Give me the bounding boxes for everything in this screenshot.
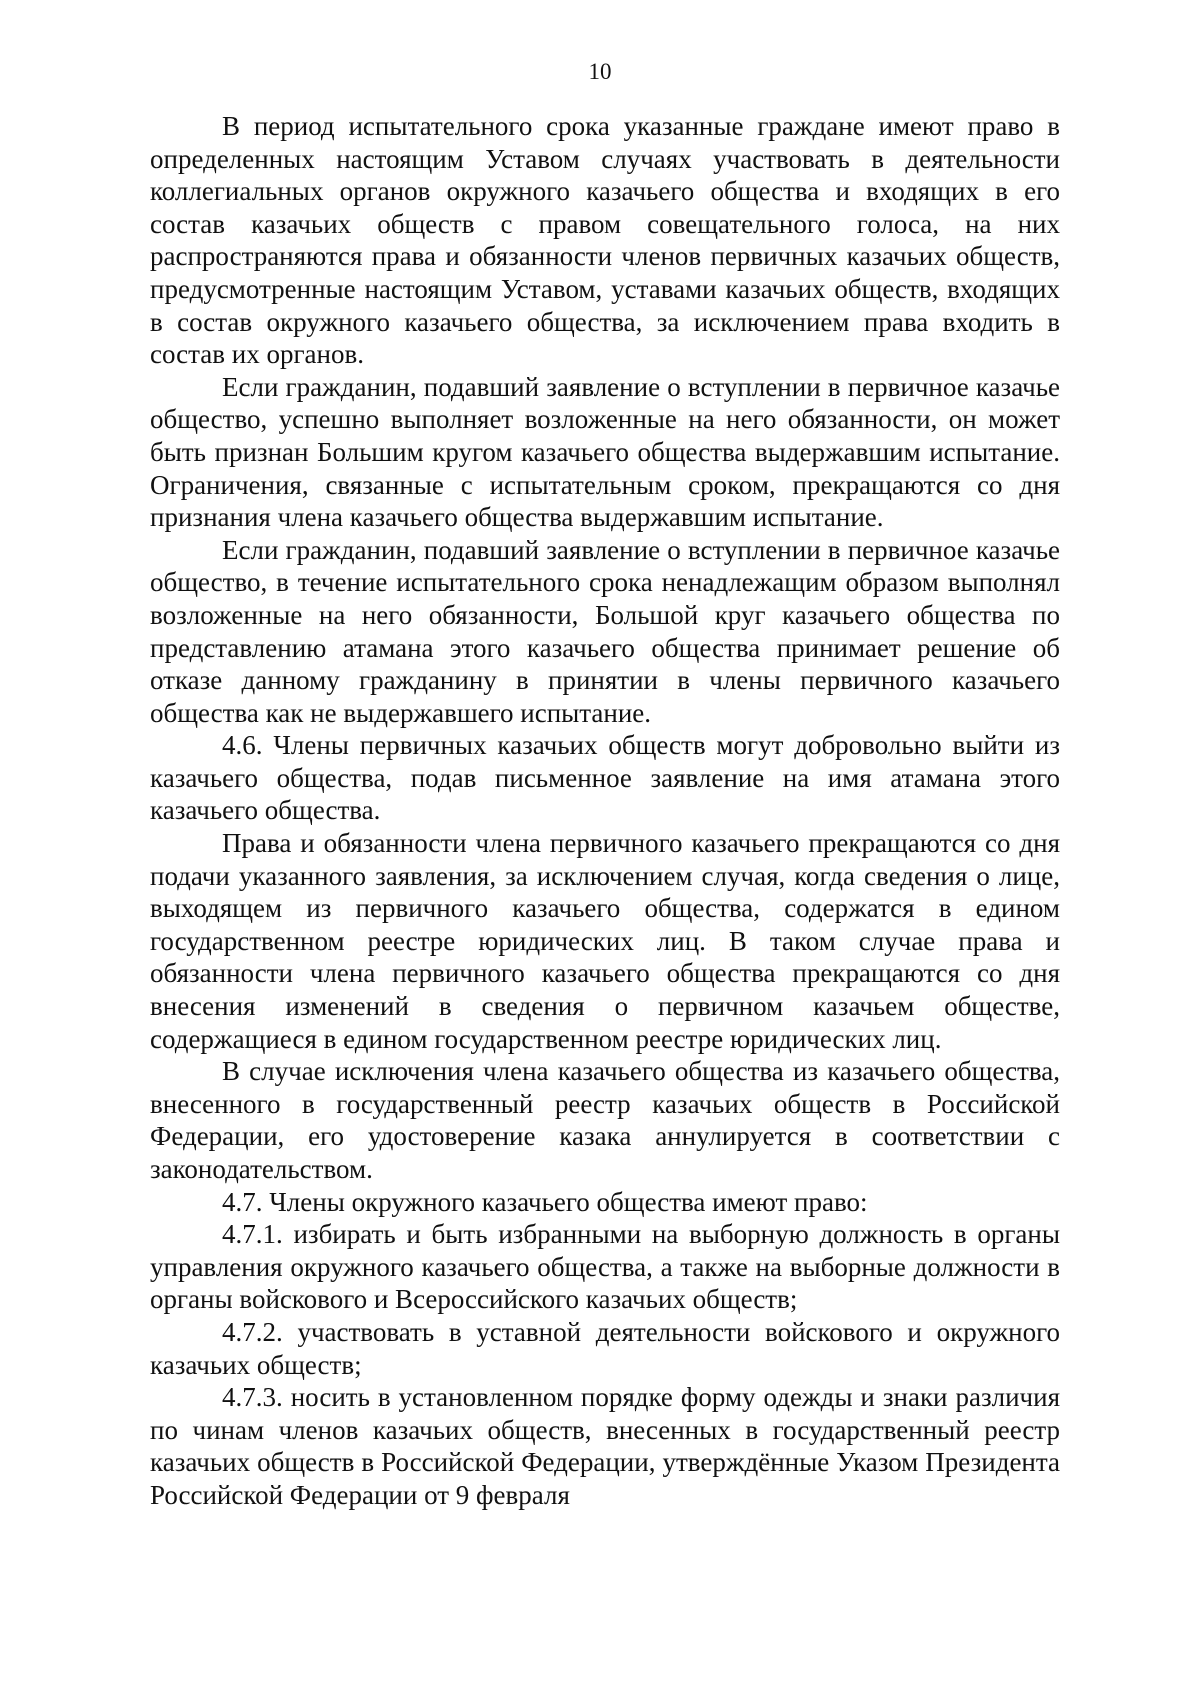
- paragraph-right-to-wear-uniform: 4.7.3. носить в установленном порядке форму одежды и знаки различия по чинам членов казачьих обществ, внесенных в государственный реестр казачьих обществ в Российской Федерации, утверждённые Указом Президента Российской Федерации от 9 февраля: [150, 1382, 1060, 1510]
- paragraph-probation-rights: В период испытательного срока указанные граждане имеют право в определенных настоящим Уставом случаях участвовать в деятельности коллегиальных органов окружного казачьего общества и входящих в его состав казачьих обществ с правом совещательного голоса, на них распространяются права и обязанности членов первичных казачьих обществ, предусмотренные настоящим Уставом, уставами казачьих обществ, входящих в состав окружного казачьего общества, за исключением права входить в состав их органов.: [150, 111, 1060, 370]
- document-body: [150, 110, 1060, 1512]
- paragraph-passed-probation: Если гражданин, подавший заявление о вступлении в первичное казачье общество, успешно выполняет возложенные на него обязанности, он может быть признан Большим кругом казачьего общества выдержавшим испытание. Ограничения, связанные с испытательным сроком, прекращаются со дня признания члена казачьего общества выдержавшим испытание.: [150, 371, 1060, 533]
- paragraph-members-rights-heading: 4.7. Члены окружного казачьего общества имеют право:: [222, 1186, 868, 1217]
- paragraph-termination-of-rights: Права и обязанности члена первичного казачьего прекращаются со дня подачи указанного заявления, за исключением случая, когда сведения о лице, выходящем из первичного казачьего общества, содержатся в едином государственном реестре юридических лиц. В таком случае права и обязанности члена первичного казачьего общества прекращаются со дня внесения изменений в сведения о первичном казачьем обществе, содержащиеся в едином государственном реестре юридических лиц.: [150, 828, 1060, 1054]
- paragraph-right-to-participate: 4.7.2. участвовать в уставной деятельности войскового и окружного казачьих обществ;: [150, 1316, 1060, 1380]
- paragraph-certificate-annulment: В случае исключения члена казачьего общества из казачьего общества, внесенного в государственный реестр казачьих обществ в Российской Федерации, его удостоверение казака аннулируется в соответствии с законодательством.: [150, 1056, 1060, 1184]
- paragraph-right-to-elect: 4.7.1. избирать и быть избранными на выборную должность в органы управления окружного казачьего общества, а также на выборные должности в органы войскового и Всероссийского казачьих обществ;: [150, 1219, 1060, 1315]
- paragraph-failed-probation: Если гражданин, подавший заявление о вступлении в первичное казачье общество, в течение испытательного срока ненадлежащим образом выполнял возложенные на него обязанности, Большой круг казачьего общества по представлению атамана этого казачьего общества принимает решение об отказе данному гражданину в принятии в члены первичного казачьего общества как не выдержавшего испытание.: [150, 534, 1060, 728]
- page-number: 10: [588, 59, 612, 84]
- paragraph-voluntary-exit: 4.6. Члены первичных казачьих обществ могут добровольно выйти из казачьего общества, подав письменное заявление на имя атамана этого казачьего общества.: [150, 730, 1060, 826]
